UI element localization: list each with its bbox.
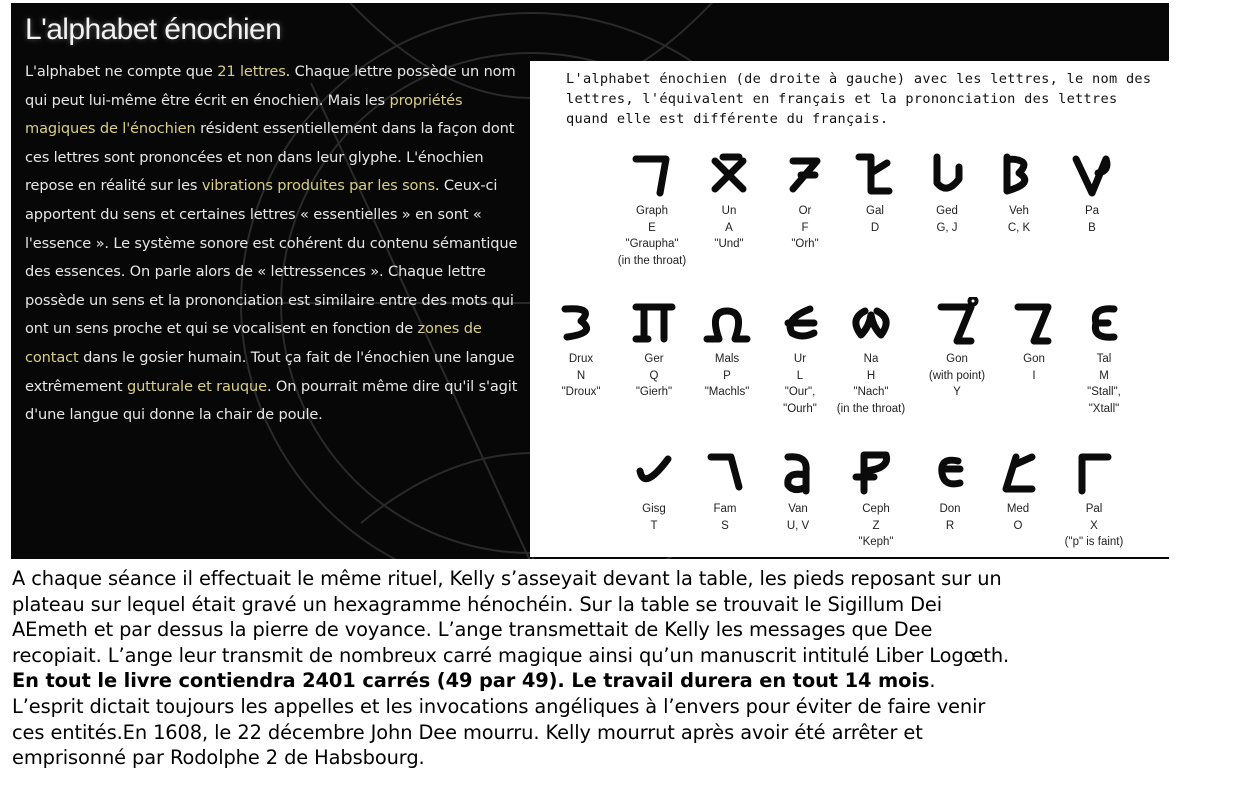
letter-name: Fam [713,503,737,515]
letter-detail: "Ourh" [783,402,817,415]
letter-detail: "Keph" [858,536,894,548]
letter-detail: Y [953,386,961,398]
letter-detail: E [648,221,656,234]
letter-detail: X [1090,519,1098,532]
letter-name: Un [721,205,737,217]
letter-detail: "Xtall" [1088,402,1120,415]
letter-name: Graph [636,205,668,217]
graph-glyph [626,149,678,199]
letter-name: Ur [793,353,807,365]
letter-info [1038,501,1150,551]
letter-detail: H [866,369,876,382]
letter-detail: N [576,369,586,382]
highlight-text: gutturale et rauque [126,377,267,395]
letter-detail: Q [649,369,659,382]
body-paragraph [12,566,1012,771]
letter-detail: L [796,369,804,382]
letter-detail: C, K [1007,221,1031,234]
letter-detail: (in the throat) [617,254,687,267]
intro-paragraph [25,58,527,430]
letter-detail: "Stall", [1087,386,1121,398]
letter-detail: R [945,519,955,532]
highlight-text: zones de contact [25,320,482,366]
letter-name: Gon [946,353,968,365]
letter-detail: F [801,221,809,234]
highlight-text: 21 lettres [217,63,286,80]
letter-detail: P [723,369,731,382]
gon-point-glyph [931,297,983,347]
highlight-text: propriétés magiques de l'énochien [25,91,463,138]
letter-detail: S [721,519,729,532]
letter-name: Gon [1023,353,1045,365]
letter-detail: "Machls" [704,386,750,398]
body-text-run: . L’esprit dictait toujours les appelles et les invocations angéliques à l’envers pour éviter de faire venir ces entités.En 1608, le 22 décembre John Dee mourru. Kelly mourrut après avoir été arrêter et emprisonné par Rodolphe 2 de Habsbourg. [12,669,986,770]
letter-detail: A [725,221,733,234]
bold-text: En tout le livre contiendra 2401 carrés (49 par 49). Le travail durera en tout 14 mois [12,669,930,693]
pal-glyph [1068,447,1120,497]
paragraph-text: résident essentiellement dans la façon dont ces lettres sont prononcées et non dans leur glyphe. L'énochien repose en réalité sur les [25,120,515,195]
letter-detail: O [1013,519,1023,532]
van-glyph [772,447,824,497]
letter-detail: ("p" is faint) [1064,536,1124,548]
letter-detail: (in the throat) [836,402,906,415]
letter-detail: "Gierh" [635,386,673,398]
letter-name: Med [1006,503,1030,515]
letter-detail: M [1099,369,1109,382]
letter-name: Tal [1096,353,1112,365]
alphabet-letter [1036,149,1148,236]
paragraph-text: dans le gosier humain. Tout ça fait de l'énochien une langue extrêmement [25,348,515,395]
letter-name: Gal [866,205,884,217]
letter-name: Veh [1009,205,1029,217]
highlight-text: vibrations produites par les sons [201,177,435,195]
letter-detail: "Und" [714,238,744,250]
letter-detail: "Droux" [561,386,601,398]
letter-name: Don [939,503,961,515]
med-glyph [992,447,1044,497]
alphabet-table [530,61,1169,557]
letter-detail: I [1032,369,1036,382]
letter-name: Ger [644,353,664,365]
letter-detail: Z [872,519,880,532]
letter-name: Ged [936,205,958,217]
paragraph-text: . Chaque lettre possède un nom qui peut lui-même être écrit en énochien. Mais les [25,63,516,109]
pa-glyph [1066,149,1118,199]
dark-panel [11,3,1169,559]
letter-detail: T [650,519,658,532]
tal-glyph [1078,297,1130,347]
letter-name: Pa [1084,205,1100,217]
letter-detail: U, V [786,519,810,532]
paragraph-text: . Ceux-ci apportent du sens et certaines lettres « essentielles » en sont « l'essence ». Le système sonore est cohérent du contenu sémantique des essences. On parle alors de « lettressences ». Chaque lettre possède un sens et la prononciation est similaire entre des mots qui ont un sens proche et qui se vocalisent en fonction de [25,177,518,338]
panel-title: L'alphabet énochien [25,13,282,46]
letter-detail: "Orh" [791,238,819,250]
letter-name: Pal [1085,503,1103,515]
letter-detail: (with point) [928,369,986,382]
alphabet-letter [1038,447,1150,551]
na-glyph [845,297,897,347]
paragraph-text: L'alphabet ne compte que [25,63,218,80]
letter-name: Or [798,205,812,217]
letter-name: Ceph [862,503,890,515]
paragraph-text: . On pourrait même dire qu'il s'agit d'une langue qui donne la chair de poule. [25,377,518,424]
letter-detail: "Graupha" [625,238,679,250]
letter-name: Mals [714,353,740,365]
un-glyph [703,149,755,199]
letter-detail: "Our", [784,386,816,398]
letter-name: Drux [568,353,594,365]
letter-detail: D [870,221,880,234]
letter-info [1048,351,1160,417]
letter-name: Gisg [642,503,666,515]
alphabet-letter [1048,297,1160,417]
letter-name: Na [863,353,879,365]
letter-detail: "Nach" [853,386,889,398]
letter-name: Van [788,503,808,515]
letter-info [1036,203,1148,236]
letter-detail: B [1088,221,1096,234]
letter-detail: G, J [936,221,958,234]
body-text-run: A chaque séance il effectuait le même rituel, Kelly s’asseyait devant la table, les pieds reposant sur un plateau sur lequel était gravé un hexagramme hénochéin. Sur la table se trouvait le Sigillum Dei AEmeth et par dessus la pierre de voyance. L’ange transmettait de Kelly les messages que Dee recopiait. L’ange leur transmit de nombreux carré magique ainsi qu’un manuscrit intitulé Liber Logœth. [12,567,1010,667]
alphabet-caption: L'alphabet énochien (de droite à gauche) avec les lettres, le nom des lettres, l'équivalent en français et la prononciation des lettres quand elle est différente du français. [566,71,1152,128]
